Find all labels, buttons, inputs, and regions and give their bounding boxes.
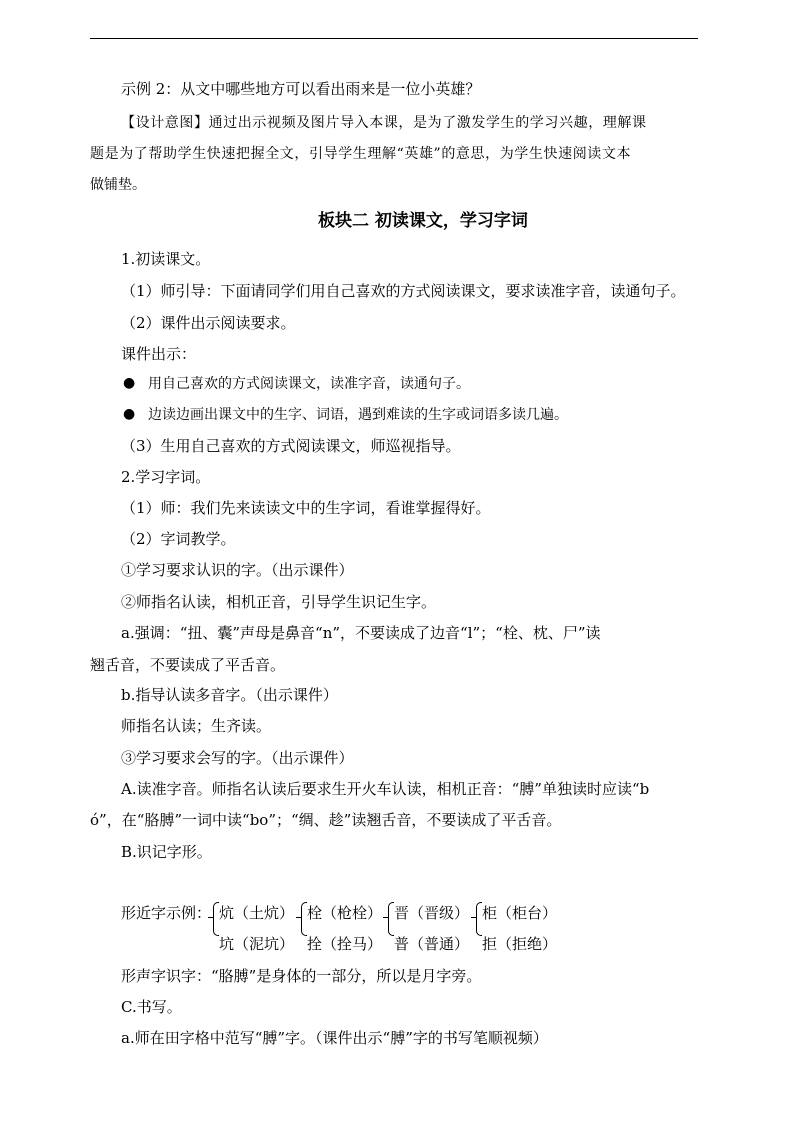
write-chars: ③学习要求会写的字。（出示课件） xyxy=(121,749,354,767)
recognize-chars: ①学习要求认识的字。（出示课件） xyxy=(121,561,354,579)
read-accurately-line-2: ó”，在“胳膊”一词中读“bo”；“绸、趁”读翘舌音，不要读成了平舌音。 xyxy=(90,811,562,829)
student-reading: （3）生用自己喜欢的方式阅读课文，师巡视指导。 xyxy=(121,437,461,455)
example-question: 示例 2：从文中哪些地方可以看出雨来是一位小英雄？ xyxy=(121,80,481,98)
similar-chars-label: 形近字示例： xyxy=(121,904,212,922)
polyphonic-guide: b.指导认读多音字。（出示课件） xyxy=(121,686,338,704)
courseware-requirement: （2）课件出示阅读要求。 xyxy=(121,314,296,332)
similar-char-1b: 坑（泥坑） xyxy=(219,935,295,953)
group-reading: 师指名认读；生齐读。 xyxy=(121,717,272,735)
step-learn-words: 2.学习字词。 xyxy=(121,468,211,486)
read-accurately-line-1: A.读准字音。师指名认读后要求生开火车认读，相机正音：“膊”单独读时应读“b xyxy=(121,780,650,798)
bullet-icon: ● xyxy=(123,406,136,422)
similar-char-3a: 晋（晋级） xyxy=(394,904,470,922)
teacher-name-reading: ②师指名认读，相机正音，引导学生识记生字。 xyxy=(121,593,437,611)
step-read-text: 1.初读课文。 xyxy=(121,250,211,268)
bullet-icon: ● xyxy=(123,375,136,391)
teacher-prompt: （1）师：我们先来读读文中的生字词，看谁掌握得好。 xyxy=(121,499,491,517)
similar-char-2a: 栓（枪栓） xyxy=(307,904,383,922)
pronunciation-note-line-1: a.强调：“扭、囊”声母是鼻音“n”，不要读成了边音“l”；“栓、枕、尸”读 xyxy=(121,624,601,642)
bullet-item-1: 用自己喜欢的方式阅读课文，读准字音，读通句子。 xyxy=(148,376,470,392)
section-title: 板块二 初读课文，学习字词 xyxy=(318,211,528,231)
design-intent-line-1: 【设计意图】通过出示视频及图片导入本课，是为了激发学生的学习兴趣，理解课 xyxy=(121,115,647,131)
similar-char-2b: 拴（拴马） xyxy=(307,935,383,953)
design-intent-line-3: 做铺垫。 xyxy=(90,177,146,193)
header-rule xyxy=(90,38,698,39)
similar-char-4b: 拒（拒绝） xyxy=(482,935,558,953)
courseware-label: 课件出示： xyxy=(121,345,197,363)
writing-step: C.书写。 xyxy=(121,998,182,1016)
pronunciation-note-line-2: 翘舌音，不要读成了平舌音。 xyxy=(90,656,286,674)
model-writing: a.师在田字格中范写“膊”字。（课件出示“膊”字的书写笔顺视频） xyxy=(121,1029,548,1047)
design-intent-line-2: 题是为了帮助学生快速把握全文，引导学生理解“英雄”的意思，为学生快速阅读文本 xyxy=(90,146,632,162)
word-teaching: （2）字词教学。 xyxy=(121,530,236,548)
similar-char-1a: 炕（土炕） xyxy=(219,904,295,922)
similar-char-4a: 柜（柜台） xyxy=(482,904,558,922)
teacher-guidance: （1）师引导：下面请同学们用自己喜欢的方式阅读课文，要求读准字音，读通句子。 xyxy=(121,282,686,300)
phono-semantic: 形声字识字：“胳膊”是身体的一部分，所以是月字旁。 xyxy=(121,967,482,985)
similar-char-3b: 普（普通） xyxy=(394,935,470,953)
bullet-item-2: 边读边画出课文中的生字、词语，遇到难读的生字或词语多读几遍。 xyxy=(148,407,568,423)
recognize-shape: B.识记字形。 xyxy=(121,843,212,861)
